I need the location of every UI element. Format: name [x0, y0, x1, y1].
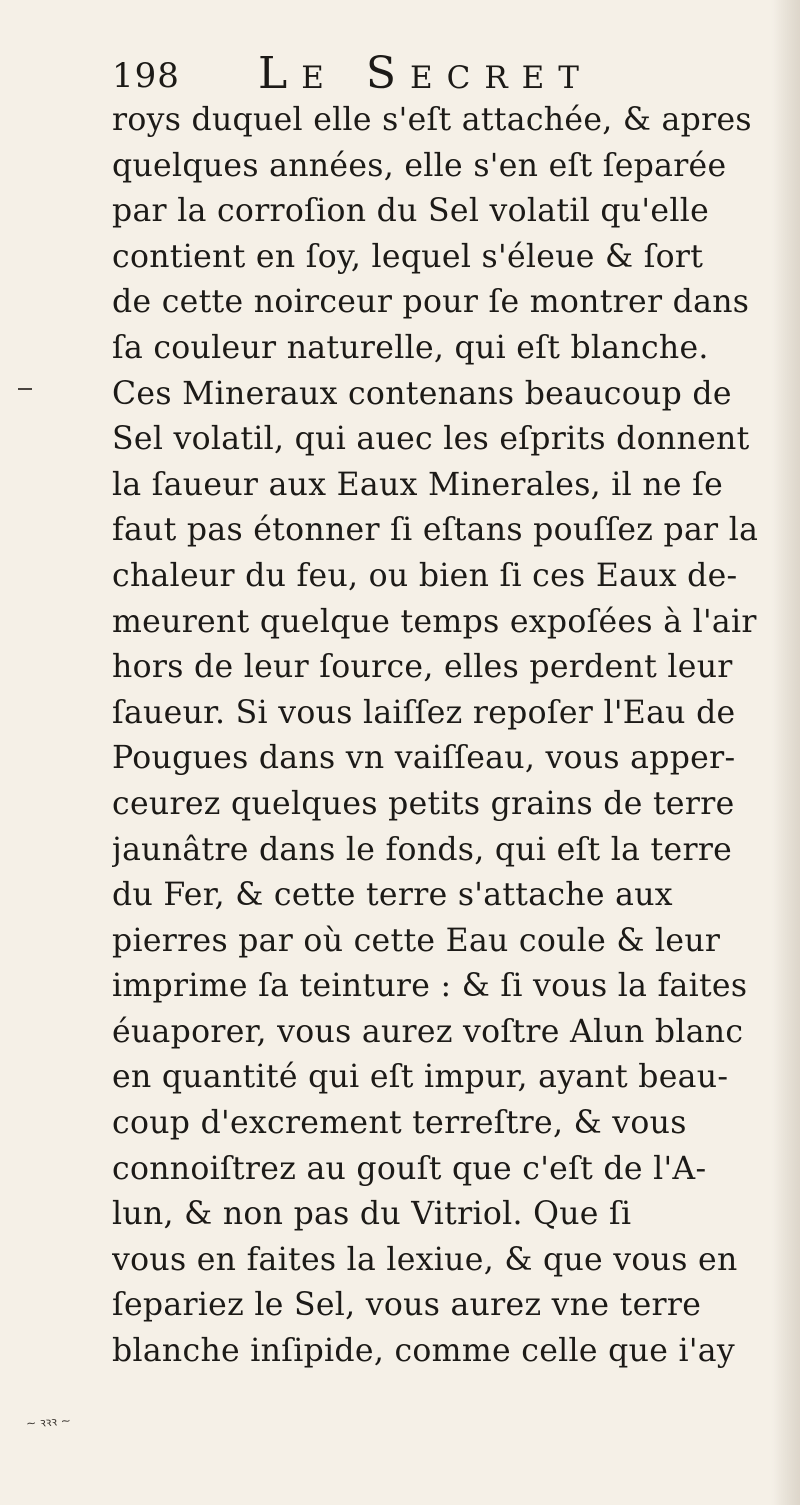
text-line: quelques années, elle s'en eſt ſeparée [112, 147, 727, 184]
text-line: ceurez quelques petits grains de terre [112, 785, 735, 822]
margin-mark [18, 388, 32, 390]
text-line: ſa couleur naturelle, qui eſt blanche. [112, 329, 709, 366]
text-line: jaunâtre dans le fonds, qui eſt la terre [112, 831, 733, 868]
text-line: de cette noirceur pour ſe montrer dans [112, 284, 750, 321]
text-line: par la corroſion du Sel volatil qu'elle [112, 193, 710, 230]
text-line: en quantité qui eſt impur, ayant beau- [112, 1059, 729, 1096]
text-line: lun, & non pas du Vitriol. Que ſi [112, 1196, 632, 1233]
text-line: chaleur du feu, ou bien ſi ces Eaux de- [112, 557, 738, 594]
text-line: du Fer, & cette terre s'attache aux [112, 877, 673, 914]
page-number: 198 [112, 56, 180, 96]
text-line: éuaporer, vous aurez voſtre Alun blanc [112, 1013, 744, 1050]
text-line: Ces Mineraux contenans beaucoup de [112, 375, 732, 412]
text-line: vous en faites la lexiue, & que vous en [112, 1241, 738, 1278]
text-line: la ſaueur aux Eaux Minerales, il ne ſe [112, 466, 724, 503]
text-line: connoiſtrez au gouſt que c'eſt de l'A- [112, 1150, 707, 1187]
text-line: Sel volatil, qui auec les eſprits donnent [112, 421, 750, 458]
text-line: coup d'excrement terreſtre, & vous [112, 1105, 687, 1142]
text-line: pierres par où cette Eau coule & leur [112, 922, 721, 959]
signature-mark: ~ ꝛꝛꝛ ~ [25, 1413, 72, 1431]
running-title: Le Secret [258, 48, 593, 99]
body-text [112, 98, 778, 1375]
text-line: ſepariez le Sel, vous aurez vne terre [112, 1287, 702, 1324]
text-line: hors de leur ſource, elles perdent leur [112, 649, 733, 686]
text-line: roys duquel elle s'eſt attachée, & apres [112, 102, 752, 138]
text-line: ſaueur. Si vous laiſſez repoſer l'Eau de [112, 694, 736, 731]
text-line: faut pas étonner ſi eſtans pouſſez par la [112, 512, 759, 549]
text-line: Pougues dans vn vaiſſeau, vous apper- [112, 740, 736, 777]
text-line: contient en ſoy, lequel s'éleue & ſort [112, 238, 704, 275]
text-line: meurent quelque temps expoſées à l'air [112, 603, 757, 640]
text-line: blanche inſipide, comme celle que i'ay [112, 1333, 735, 1370]
text-line: imprime ſa teinture : & ſi vous la faites [112, 968, 748, 1005]
page-header [112, 48, 672, 100]
